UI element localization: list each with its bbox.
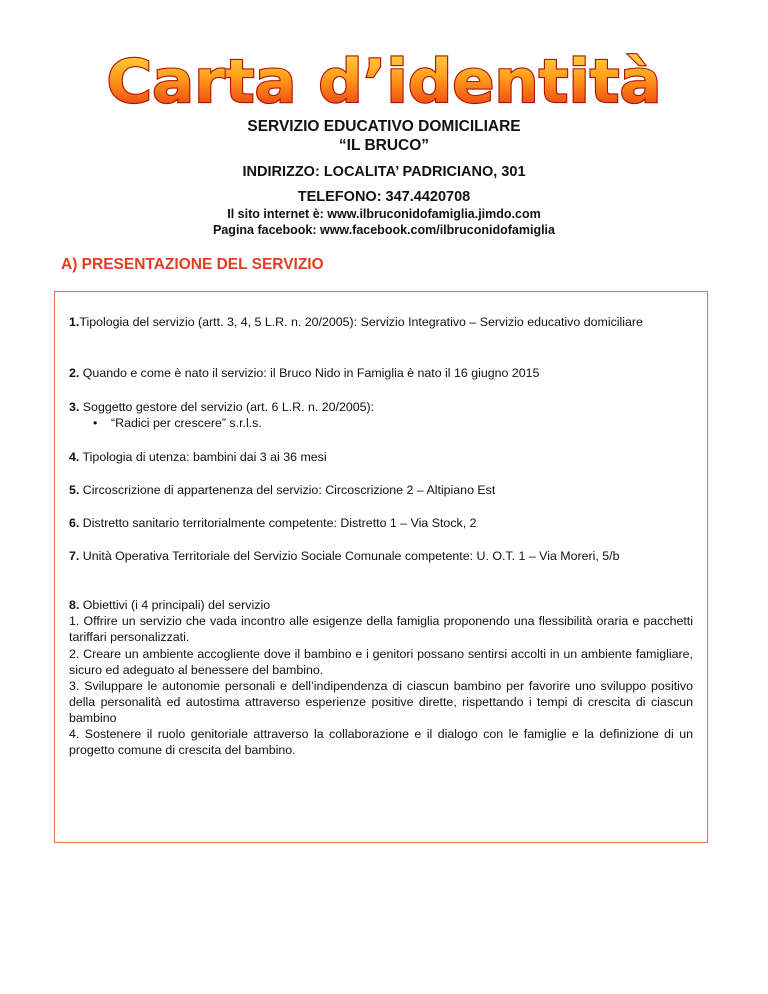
- section-title: A) PRESENTAZIONE DEL SERVIZIO: [61, 256, 324, 273]
- item-1: 1.Tipologia del servizio (artt. 3, 4, 5 L.R. n. 20/2005): Servizio Integrativo – Servizio educativo domiciliare: [69, 315, 643, 329]
- carta-identita-logo: [0, 38, 768, 118]
- objective-3: 3. Sviluppare le autonomie personali e dell’indipendenza di ciascun bambino per favorire uno sviluppo positivo della personalità ed autostima attraverso esperienze positive dirette, rispettando i tempi di crescita di ciascun bambino: [69, 679, 693, 725]
- objective-2: 2. Creare un ambiente accogliente dove il bambino e i genitori possano sentirsi accolti in un ambiente famigliare, sicuro ed adeguato al benessere del bambino.: [69, 647, 693, 677]
- item-3: 3. Soggetto gestore del servizio (art. 6 L.R. n. 20/2005):: [69, 400, 375, 414]
- item-6: 6. Distretto sanitario territorialmente competente: Distretto 1 – Via Stock, 2: [69, 516, 477, 530]
- objective-1: 1. Offrire un servizio che vada incontro alle esigenze della famiglia proponendo una flessibilità oraria e pacchetti tariffari personalizzati.: [69, 614, 693, 644]
- service-name: SERVIZIO EDUCATIVO DOMICILIARE: [247, 118, 521, 135]
- item-4: 4. Tipologia di utenza: bambini dai 3 ai 36 mesi: [69, 450, 327, 464]
- item-8: 8. Obiettivi (i 4 principali) del servizio: [69, 598, 271, 612]
- website-line: Il sito internet è: www.ilbruconidofamiglia.jimdo.com: [227, 207, 541, 221]
- service-subtitle: “IL BRUCO”: [338, 137, 430, 154]
- item-3-bullet: • “Radici per crescere” s.r.l.s.: [93, 416, 262, 430]
- item-5: 5. Circoscrizione di appartenenza del servizio: Circoscrizione 2 – Altipiano Est: [69, 483, 496, 497]
- logo-text: Carta d’identità: [106, 47, 662, 117]
- phone: TELEFONO: 347.4420708: [297, 189, 471, 205]
- item-7: 7. Unità Operativa Territoriale del Servizio Sociale Comunale competente: U. O.T. 1 – Via Moreri, 5/b: [69, 549, 620, 563]
- address: INDIRIZZO: LOCALITA’ PADRICIANO, 301: [242, 164, 526, 180]
- objective-4: 4. Sostenere il ruolo genitoriale attraverso la collaborazione e il dialogo con le famiglie e la definizione di un progetto comune di crescita del bambino.: [69, 727, 693, 757]
- presentation-box: [54, 291, 708, 843]
- item-2: 2. Quando e come è nato il servizio: il Bruco Nido in Famiglia è nato il 16 giugno 2015: [69, 366, 540, 380]
- facebook-line: Pagina facebook: www.facebook.com/ilbruconidofamiglia: [213, 223, 555, 237]
